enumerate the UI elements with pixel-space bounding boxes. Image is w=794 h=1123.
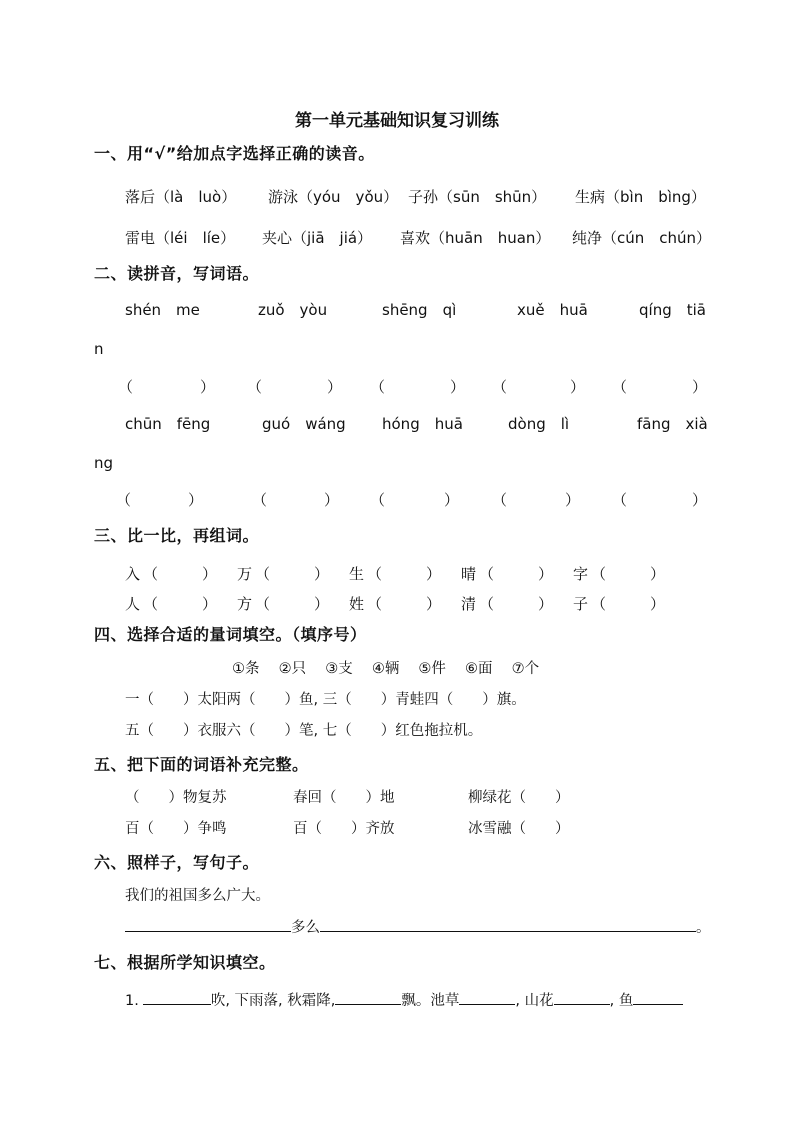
compare-char: 姓	[349, 595, 365, 613]
paren-open: （	[247, 378, 263, 396]
pinyin-item: shén me	[125, 301, 200, 319]
blank-snow[interactable]	[335, 990, 401, 1005]
section-2-heading: 二、读拼音，写词语。	[94, 264, 260, 283]
paren-open: （	[479, 565, 495, 583]
paren-open: （	[492, 378, 508, 396]
paren-close: ）	[327, 378, 343, 396]
sentence-answer-line	[125, 916, 711, 937]
pinyin-item: hóng huā	[382, 415, 463, 433]
s1-item: 游泳（yóu yǒu）	[268, 188, 399, 206]
paren-close: ）	[570, 378, 586, 396]
pinyin-item: zuǒ yòu	[258, 301, 328, 319]
blank-grass[interactable]	[459, 990, 515, 1005]
paren-open: （	[255, 595, 271, 613]
idiom-item: 冰雪融（ ）	[468, 821, 570, 837]
paren-close: ）	[426, 595, 442, 613]
fill-line-1	[125, 989, 683, 1010]
paren-open: （	[492, 491, 508, 509]
s1-item: 夹心（jiā jiá）	[262, 229, 373, 247]
compare-char: 生	[349, 565, 365, 583]
pinyin-item: fāng xià	[637, 415, 708, 433]
s1-item: 落后（là luò）	[125, 188, 237, 206]
paren-close: ）	[202, 595, 218, 613]
paren-open: （	[370, 491, 386, 509]
idiom-item: 百（ ）争鸣	[125, 821, 227, 837]
pinyin-wrap: ng	[94, 454, 114, 472]
paren-open: （	[255, 565, 271, 583]
pinyin-item: guó wáng	[262, 415, 346, 433]
text-part-2: 飘。池草	[401, 993, 460, 1009]
compare-char: 方	[237, 595, 253, 613]
idiom-item: 柳绿花（ ）	[468, 790, 570, 806]
paren-open: （	[612, 378, 628, 396]
section-4-heading: 四、选择合适的量词填空。（填序号）	[94, 625, 367, 644]
compare-char: 晴	[461, 565, 477, 583]
s1-item: 生病（bìn bìng）	[575, 188, 706, 206]
paren-open: （	[143, 595, 159, 613]
paren-open: （	[591, 595, 607, 613]
idiom-item: 春回（ ）地	[293, 790, 395, 806]
measure-word-options: ①条 ②只 ③支 ④辆 ⑤件 ⑥面 ⑦个	[232, 661, 540, 677]
paren-open: （	[367, 565, 383, 583]
paren-open: （	[479, 595, 495, 613]
example-sentence: 我们的祖国多么广大。	[125, 888, 270, 904]
page-title: 第一单元基础知识复习训练	[295, 111, 499, 131]
blank-fish[interactable]	[633, 990, 683, 1005]
paren-close: ）	[314, 565, 330, 583]
paren-open: （	[116, 491, 132, 509]
compare-char: 字	[573, 565, 589, 583]
paren-close: ）	[565, 491, 581, 509]
s4-line-1: 一（ ）太阳两（ ）鱼, 三（ ）青蛙四（ ）旗。	[125, 692, 526, 708]
paren-close: ）	[188, 491, 204, 509]
paren-close: ）	[426, 565, 442, 583]
paren-close: ）	[538, 565, 554, 583]
compare-char: 清	[461, 595, 477, 613]
pinyin-item: chūn fēng	[125, 415, 211, 433]
blank-line-2[interactable]	[320, 917, 696, 932]
compare-char: 人	[125, 595, 141, 613]
blank-flower[interactable]	[554, 990, 610, 1005]
pinyin-item: qíng tiā	[639, 301, 706, 319]
compare-char: 万	[237, 565, 253, 583]
paren-close: ）	[692, 491, 708, 509]
text-part-4: , 鱼	[609, 993, 634, 1009]
text-part-3: , 山花	[515, 993, 554, 1009]
section-1-heading: 一、用“√”给加点字选择正确的读音。	[94, 144, 375, 163]
pinyin-item: dòng lì	[508, 415, 570, 433]
pinyin-item: xuě huā	[517, 301, 588, 319]
s4-line-2: 五（ ）衣服六（ ）笔, 七（ ）红色拖拉机。	[125, 723, 483, 739]
text-part-1: 吹, 下雨落, 秋霜降,	[210, 993, 336, 1009]
paren-close: ）	[314, 595, 330, 613]
paren-close: ）	[202, 565, 218, 583]
pinyin-wrap: n	[94, 340, 104, 358]
paren-open: （	[143, 565, 159, 583]
compare-char: 子	[573, 595, 589, 613]
paren-close: ）	[200, 378, 216, 396]
paren-close: ）	[692, 378, 708, 396]
blank-wind[interactable]	[143, 990, 211, 1005]
blank-line-1[interactable]	[125, 917, 291, 932]
section-7-heading: 七、根据所学知识填空。	[94, 953, 276, 972]
idiom-item: （ ）物复苏	[125, 790, 227, 806]
s1-item: 子孙（sūn shūn）	[408, 188, 547, 206]
s1-item: 喜欢（huān huan）	[400, 229, 551, 247]
sentence-mid-word: 多么	[291, 920, 320, 936]
pinyin-item: shēng qì	[382, 301, 457, 319]
s1-item: 雷电（léi líe）	[125, 229, 236, 247]
section-3-heading: 三、比一比，再组词。	[94, 526, 260, 545]
paren-close: ）	[538, 595, 554, 613]
paren-close: ）	[444, 491, 460, 509]
paren-open: （	[591, 565, 607, 583]
idiom-item: 百（ ）齐放	[293, 821, 395, 837]
paren-open: （	[367, 595, 383, 613]
paren-open: （	[118, 378, 134, 396]
s1-item: 纯净（cún chún）	[572, 229, 712, 247]
paren-open: （	[252, 491, 268, 509]
compare-char: 入	[125, 565, 141, 583]
section-5-heading: 五、把下面的词语补充完整。	[94, 755, 309, 774]
item-number: 1.	[125, 993, 139, 1009]
section-6-heading: 六、照样子，写句子。	[94, 853, 260, 872]
sentence-end: 。	[696, 920, 711, 936]
paren-close: ）	[650, 565, 666, 583]
paren-open: （	[612, 491, 628, 509]
paren-close: ）	[324, 491, 340, 509]
paren-close: ）	[450, 378, 466, 396]
paren-open: （	[370, 378, 386, 396]
paren-close: ）	[650, 595, 666, 613]
